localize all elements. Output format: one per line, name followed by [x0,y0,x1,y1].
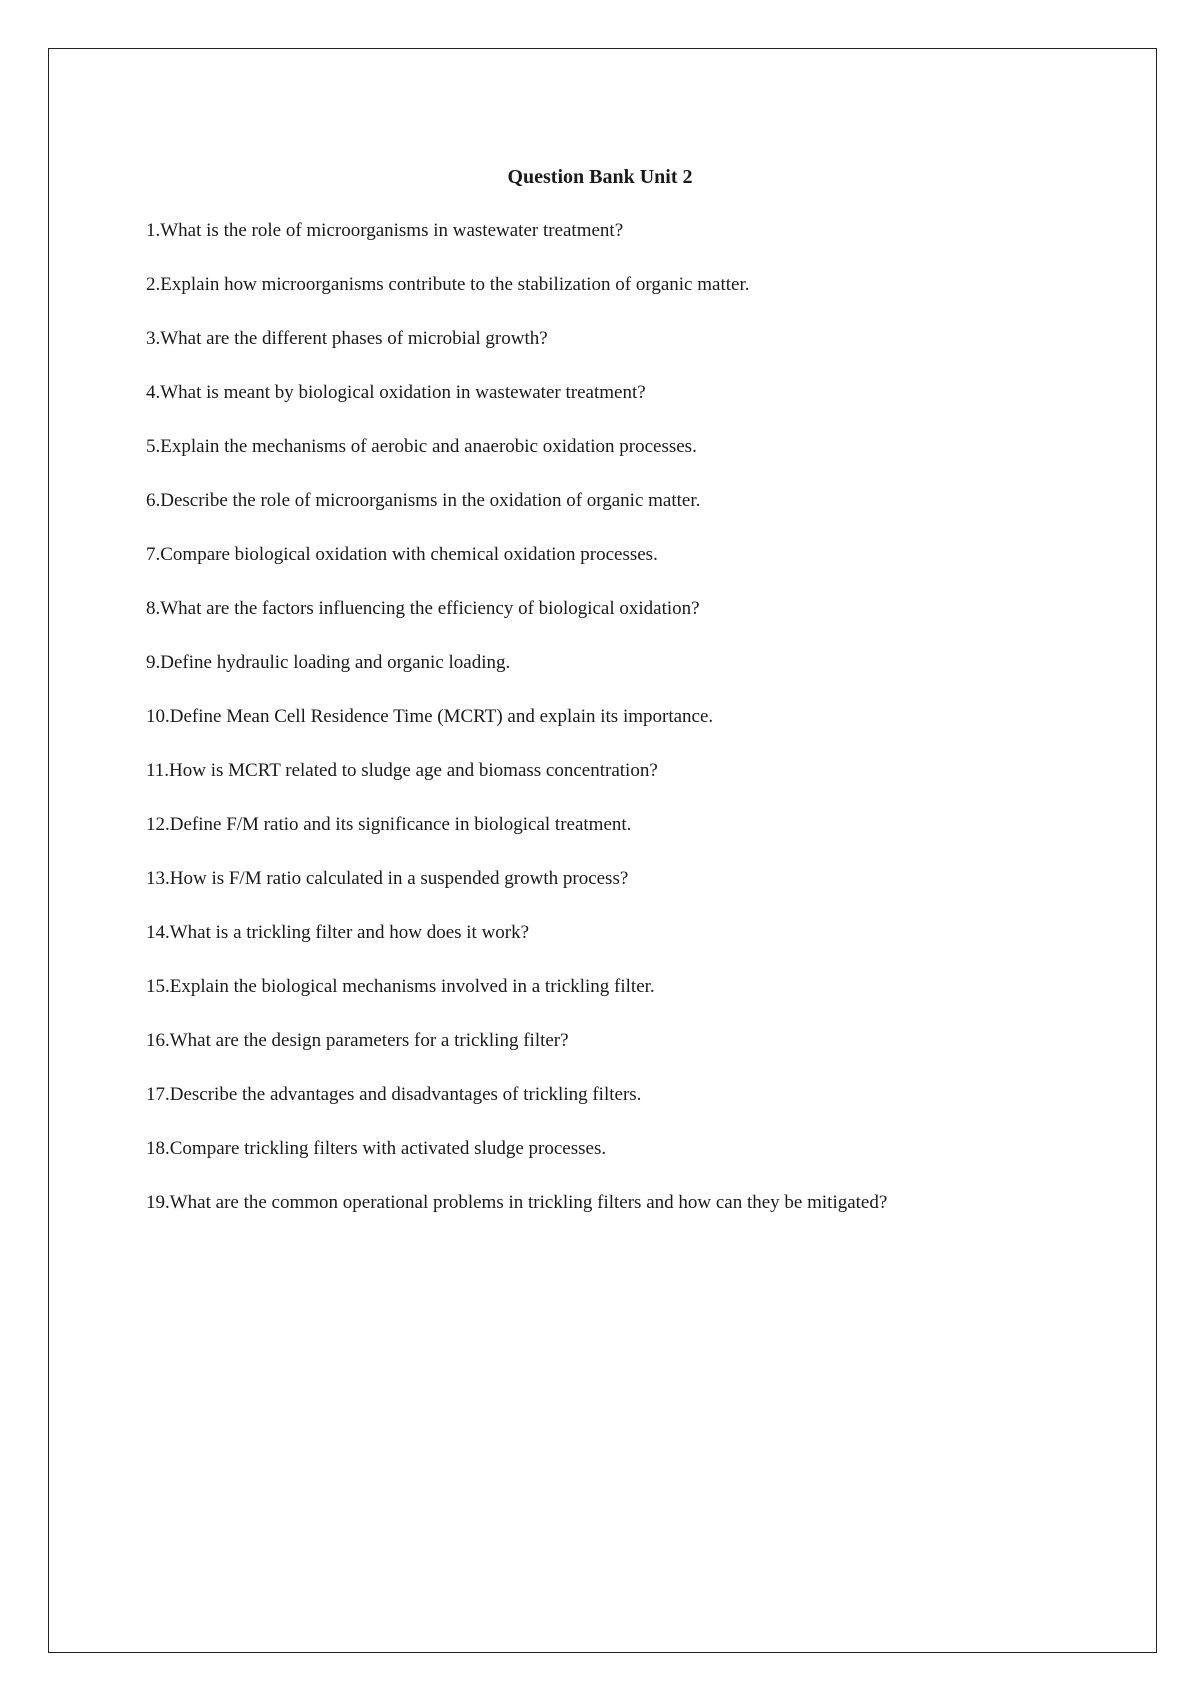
list-item: 11.How is MCRT related to sludge age and biomass concentration? [146,760,658,781]
list-item: 18.Compare trickling filters with activated sludge processes. [146,1138,607,1159]
list-item: 9.Define hydraulic loading and organic loading. [146,652,511,673]
list-item: 19.What are the common operational problems in trickling filters and how can they be mitigated? [146,1192,888,1213]
list-item: 5.Explain the mechanisms of aerobic and anaerobic oxidation processes. [146,436,697,457]
list-item: 15.Explain the biological mechanisms involved in a trickling filter. [146,976,655,997]
list-item: 1.What is the role of microorganisms in wastewater treatment? [146,220,624,241]
list-item: 14.What is a trickling filter and how does it work? [146,922,530,943]
list-item: 2.Explain how microorganisms contribute to the stabilization of organic matter. [146,274,750,295]
page-title: Question Bank Unit 2 [507,166,693,188]
list-item: 3.What are the different phases of microbial growth? [146,328,548,349]
question-list [146,219,887,1245]
list-item: 12.Define F/M ratio and its significance in biological treatment. [146,814,632,835]
list-item: 17.Describe the advantages and disadvantages of trickling filters. [146,1084,642,1105]
list-item: 10.Define Mean Cell Residence Time (MCRT) and explain its importance. [146,706,714,727]
list-item: 4.What is meant by biological oxidation in wastewater treatment? [146,382,646,403]
list-item: 6.Describe the role of microorganisms in the oxidation of organic matter. [146,490,701,511]
list-item: 8.What are the factors influencing the efficiency of biological oxidation? [146,598,700,619]
list-item: 16.What are the design parameters for a trickling filter? [146,1030,569,1051]
list-item: 13.How is F/M ratio calculated in a suspended growth process? [146,868,629,889]
list-item: 7.Compare biological oxidation with chemical oxidation processes. [146,544,658,565]
